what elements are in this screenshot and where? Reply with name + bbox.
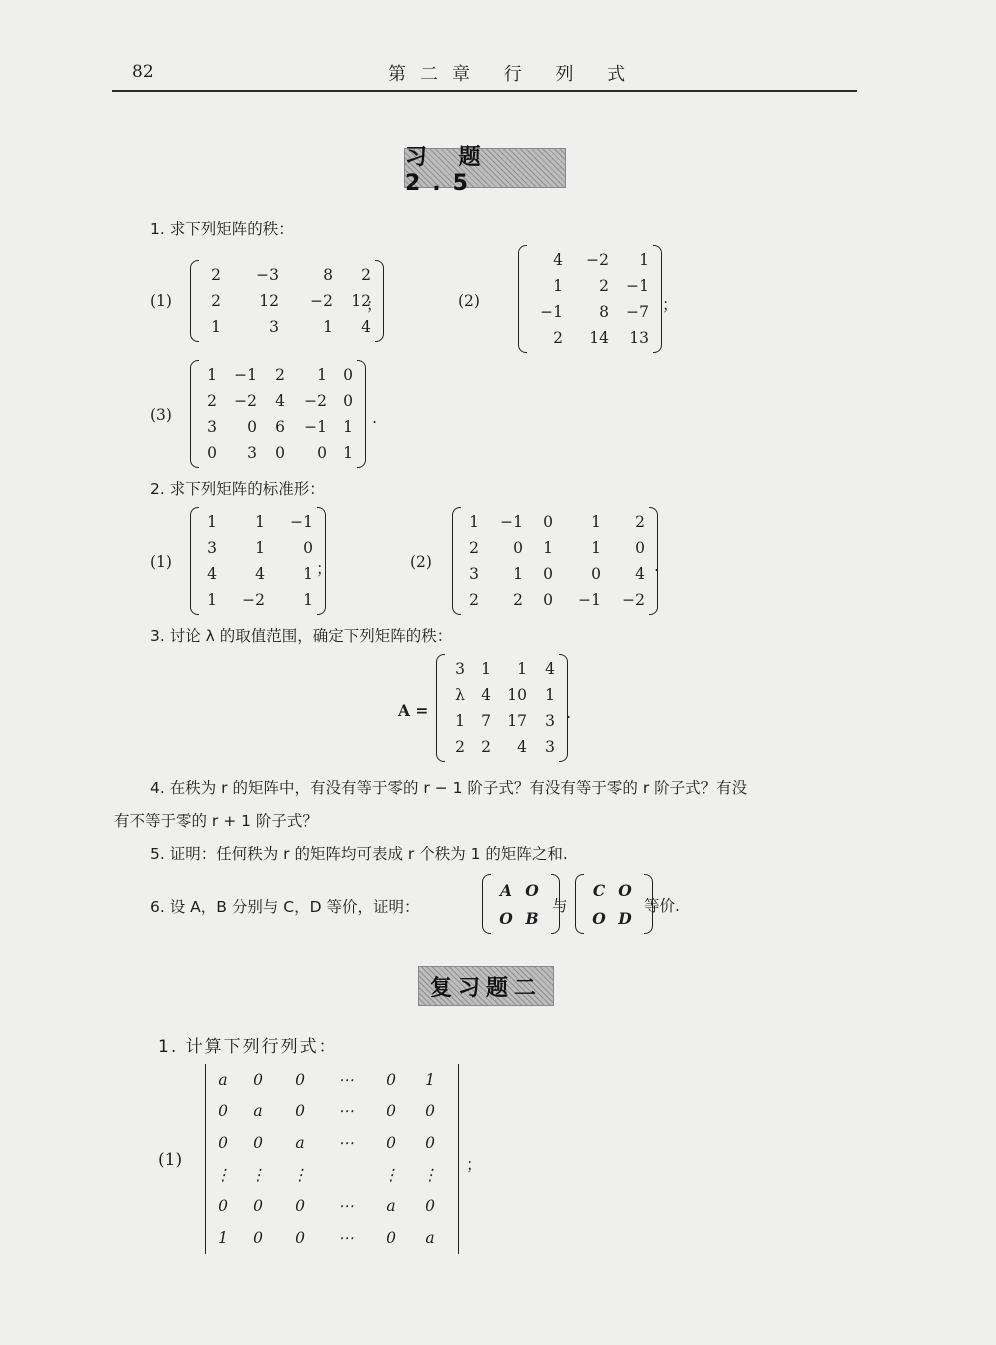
p2-m1-after: ；: [316, 559, 333, 578]
review-det-after: ；: [466, 1155, 483, 1174]
matrix-cell: 2: [469, 591, 479, 609]
matrix-cell: 0: [253, 1133, 263, 1152]
matrix-cell: 8: [599, 303, 609, 321]
matrix-cell: 3: [207, 418, 217, 436]
matrix-cell: ⋯: [338, 1133, 354, 1152]
matrix-cell: 0: [253, 1197, 263, 1216]
matrix-cell: 2: [211, 292, 221, 310]
matrix-cell: 1: [591, 513, 601, 531]
matrix-cell: 1: [255, 513, 265, 531]
matrix-cell: 1: [207, 366, 217, 384]
matrix-cell: 2: [207, 392, 217, 410]
matrix-cell: 0: [386, 1070, 396, 1089]
matrix-cell: 1: [303, 565, 313, 583]
matrix-cell: 0: [543, 591, 553, 609]
matrix-cell: 0: [591, 565, 601, 583]
matrix-cell: −1: [500, 513, 523, 531]
matrix-cell: 2: [599, 277, 609, 295]
matrix-cell: 2: [455, 738, 465, 756]
matrix-cell: −2: [304, 392, 327, 410]
matrix-cell: 0: [218, 1197, 228, 1216]
p1-m1-after: ；: [366, 295, 383, 314]
matrix-cell: 17: [507, 712, 527, 730]
matrix-cell: −3: [256, 266, 279, 284]
matrix-cell: 0: [207, 444, 217, 462]
matrix-cell: 0: [343, 366, 353, 384]
matrix-cell: 4: [361, 318, 371, 336]
matrix-cell: 3: [455, 660, 465, 678]
problem-2-text: 2. 求下列矩阵的标准形：: [150, 480, 325, 498]
p3-lhs: A =: [398, 701, 429, 720]
problem-6-text: 6. 设 A，B 分别与 C，D 等价，证明：: [150, 898, 420, 916]
matrix-cell: 1: [455, 712, 465, 730]
matrix-cell: 0: [247, 418, 257, 436]
matrix-cell: a: [295, 1133, 305, 1152]
section-title-review: 复习题二: [418, 966, 554, 1006]
matrix-cell: O: [618, 880, 632, 900]
p3-after: .: [566, 703, 572, 722]
matrix-cell: 1: [303, 591, 313, 609]
p2-matrix-1: [190, 507, 326, 615]
matrix-cell: 0: [513, 539, 523, 557]
matrix-cell: −1: [290, 513, 313, 531]
matrix-cell: −1: [234, 366, 257, 384]
matrix-cell: ⋮: [292, 1165, 308, 1184]
p1-matrix-1: [190, 260, 384, 342]
matrix-cell: 2: [513, 591, 523, 609]
matrix-cell: 1: [513, 565, 523, 583]
matrix-cell: 0: [218, 1133, 228, 1152]
matrix-cell: ⋯: [338, 1197, 354, 1216]
matrix-cell: 1: [639, 251, 649, 269]
matrix-cell: 0: [543, 513, 553, 531]
matrix-cell: 4: [517, 738, 527, 756]
matrix-cell: [320, 1159, 372, 1191]
p1-m2-label: (2): [458, 292, 480, 310]
problem-1-text: 1. 求下列矩阵的秩：: [150, 220, 294, 238]
matrix-cell: 3: [469, 565, 479, 583]
matrix-cell: 0: [386, 1102, 396, 1121]
p2-matrix-2: [452, 507, 658, 615]
matrix-cell: 0: [343, 392, 353, 410]
p2-m1-label: (1): [150, 553, 172, 571]
matrix-cell: 4: [545, 660, 555, 678]
problem-4-line1: 4. 在秩为 r 的矩阵中，有没有等于零的 r − 1 阶子式？有没有等于零的 r 阶子式？有没: [150, 779, 748, 797]
p3-matrix: [436, 654, 568, 762]
matrix-cell: 3: [269, 318, 279, 336]
matrix-cell: 1: [591, 539, 601, 557]
matrix-cell: ⋯: [338, 1102, 354, 1121]
matrix-cell: 3: [247, 444, 257, 462]
matrix-cell: 4: [635, 565, 645, 583]
matrix-cell: 0: [425, 1133, 435, 1152]
matrix-cell: O: [592, 908, 606, 928]
matrix-cell: 0: [295, 1228, 305, 1247]
matrix-cell: −2: [242, 591, 265, 609]
matrix-cell: ⋮: [383, 1165, 399, 1184]
matrix-cell: 0: [253, 1070, 263, 1089]
matrix-cell: 7: [481, 712, 491, 730]
matrix-cell: 8: [323, 266, 333, 284]
matrix-cell: −2: [586, 251, 609, 269]
matrix-cell: a: [253, 1102, 263, 1121]
matrix-cell: 0: [275, 444, 285, 462]
p1-m1-label: (1): [150, 292, 172, 310]
matrix-cell: 0: [386, 1133, 396, 1152]
matrix-cell: O: [525, 880, 539, 900]
matrix-cell: B: [525, 908, 539, 928]
matrix-cell: 3: [545, 738, 555, 756]
matrix-cell: 1: [425, 1070, 435, 1089]
matrix-cell: a: [218, 1070, 228, 1089]
matrix-cell: 13: [629, 329, 649, 347]
problem-4-line2: 有不等于零的 r + 1 阶子式？: [114, 812, 318, 830]
matrix-cell: C: [592, 880, 606, 900]
matrix-cell: 4: [255, 565, 265, 583]
matrix-cell: O: [499, 908, 513, 928]
matrix-cell: 1: [317, 366, 327, 384]
section-title-exercises: 习 题 2.5: [404, 148, 566, 188]
matrix-cell: 1: [543, 539, 553, 557]
matrix-cell: 1: [323, 318, 333, 336]
matrix-cell: 10: [507, 686, 527, 704]
p6-after: 等价.: [644, 897, 680, 915]
p1-matrix-3: [190, 360, 366, 468]
matrix-cell: 0: [295, 1197, 305, 1216]
matrix-cell: 0: [386, 1228, 396, 1247]
matrix-cell: 0: [317, 444, 327, 462]
p6-matrix-1: [482, 874, 560, 934]
matrix-cell: 1: [469, 513, 479, 531]
matrix-cell: −1: [540, 303, 563, 321]
p1-matrix-2: [518, 245, 662, 353]
matrix-cell: −1: [626, 277, 649, 295]
matrix-cell: 2: [635, 513, 645, 531]
matrix-cell: 1: [481, 660, 491, 678]
p6-mid: 与: [552, 897, 568, 915]
header-rule: [112, 90, 857, 92]
matrix-cell: ⋮: [422, 1165, 438, 1184]
p2-m2-label: (2): [410, 553, 432, 571]
problem-5-text: 5. 证明：任何秩为 r 的矩阵均可表成 r 个秩为 1 的矩阵之和.: [150, 845, 568, 863]
matrix-cell: λ: [455, 686, 465, 704]
p6-matrix-2: [575, 874, 653, 934]
review-det-label: (1): [158, 1150, 183, 1170]
matrix-cell: 0: [295, 1070, 305, 1089]
matrix-cell: 2: [275, 366, 285, 384]
matrix-cell: 1: [517, 660, 527, 678]
matrix-cell: 0: [543, 565, 553, 583]
review-determinant: [205, 1064, 459, 1254]
matrix-cell: ⋮: [250, 1165, 266, 1184]
matrix-cell: 3: [545, 712, 555, 730]
page-number: 82: [132, 62, 154, 82]
p1-m3-after: .: [372, 408, 378, 427]
matrix-cell: −1: [578, 591, 601, 609]
matrix-cell: 4: [207, 565, 217, 583]
matrix-cell: −7: [626, 303, 649, 321]
matrix-cell: 3: [207, 539, 217, 557]
matrix-cell: ⋮: [215, 1165, 231, 1184]
matrix-cell: 0: [295, 1102, 305, 1121]
matrix-cell: 2: [481, 738, 491, 756]
matrix-cell: 14: [589, 329, 609, 347]
matrix-cell: 0: [635, 539, 645, 557]
matrix-cell: 2: [211, 266, 221, 284]
matrix-cell: A: [499, 880, 513, 900]
matrix-cell: −1: [304, 418, 327, 436]
matrix-cell: 0: [303, 539, 313, 557]
matrix-cell: 12: [351, 292, 371, 310]
matrix-cell: −2: [622, 591, 645, 609]
matrix-cell: D: [618, 908, 632, 928]
matrix-cell: 0: [425, 1102, 435, 1121]
matrix-cell: 2: [553, 329, 563, 347]
matrix-cell: 1: [207, 591, 217, 609]
matrix-cell: ⋯: [338, 1228, 354, 1247]
matrix-cell: 0: [253, 1228, 263, 1247]
matrix-cell: 4: [275, 392, 285, 410]
matrix-cell: 1: [211, 318, 221, 336]
review-problem-1-text: 1. 计算下列行列式：: [158, 1037, 338, 1057]
matrix-cell: 0: [218, 1102, 228, 1121]
matrix-cell: 2: [361, 266, 371, 284]
matrix-cell: −2: [310, 292, 333, 310]
chapter-title: 第二章 行 列 式: [388, 64, 640, 85]
matrix-cell: 4: [481, 686, 491, 704]
matrix-cell: a: [425, 1228, 435, 1247]
p2-m2-after: .: [654, 556, 660, 575]
matrix-cell: 1: [343, 444, 353, 462]
matrix-cell: 6: [275, 418, 285, 436]
matrix-cell: 1: [218, 1228, 228, 1247]
matrix-cell: 1: [255, 539, 265, 557]
matrix-cell: 0: [425, 1197, 435, 1216]
matrix-cell: 1: [343, 418, 353, 436]
p1-m2-after: ；: [662, 295, 679, 314]
matrix-cell: 12: [259, 292, 279, 310]
problem-3-text: 3. 讨论 λ 的取值范围，确定下列矩阵的秩：: [150, 627, 453, 645]
matrix-cell: −2: [234, 392, 257, 410]
matrix-cell: a: [386, 1197, 396, 1216]
p1-m3-label: (3): [150, 406, 172, 424]
matrix-cell: 4: [553, 251, 563, 269]
matrix-cell: 1: [207, 513, 217, 531]
matrix-cell: ⋯: [338, 1070, 354, 1089]
matrix-cell: 2: [469, 539, 479, 557]
matrix-cell: 1: [553, 277, 563, 295]
matrix-cell: 1: [545, 686, 555, 704]
